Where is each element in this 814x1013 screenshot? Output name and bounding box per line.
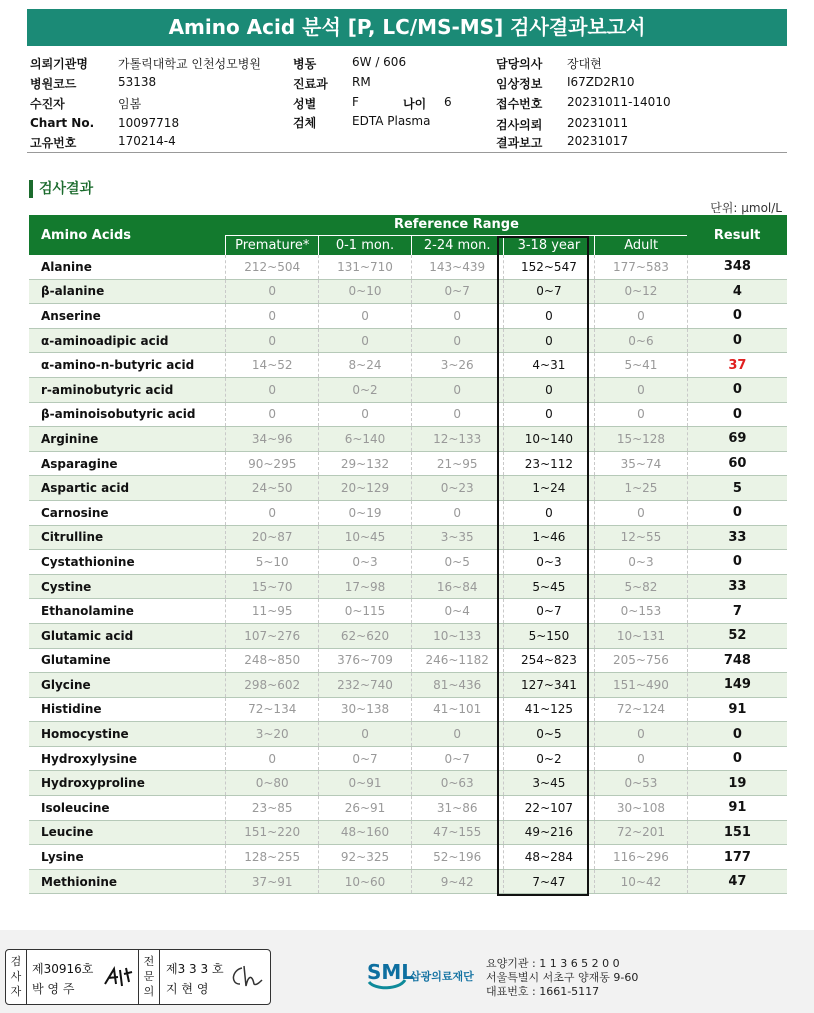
- info-label: 의뢰기관명: [30, 57, 88, 71]
- reference-value: 48~284: [503, 845, 594, 870]
- reference-value: 0~80: [226, 771, 319, 796]
- reference-value: 23~112: [503, 451, 594, 476]
- reference-value: 0: [319, 328, 411, 353]
- signature-1-icon: [102, 964, 136, 990]
- reference-value: 0~91: [319, 771, 411, 796]
- reference-value: 7~47: [503, 869, 594, 894]
- reference-value: 3~26: [411, 353, 503, 378]
- reference-value: 49~216: [503, 820, 594, 845]
- table-row: [29, 746, 787, 771]
- reference-value: 107~276: [226, 623, 319, 648]
- table-row: [29, 648, 787, 673]
- reference-value: 0~4: [411, 599, 503, 624]
- reference-value: 0: [503, 377, 594, 402]
- reference-value: 143~439: [411, 255, 503, 279]
- result-value: 5: [687, 476, 787, 501]
- table-row: [29, 255, 787, 279]
- reference-value: 0~7: [503, 279, 594, 304]
- reference-value: 37~91: [226, 869, 319, 894]
- reference-value: 0: [503, 402, 594, 427]
- amino-acid-name: Glutamine: [29, 648, 226, 673]
- table-row: [29, 771, 787, 796]
- reference-value: 12~133: [411, 427, 503, 452]
- reference-value: 212~504: [226, 255, 319, 279]
- result-value: 0: [687, 746, 787, 771]
- table-row: [29, 550, 787, 575]
- divider: [27, 152, 787, 153]
- reference-value: 0: [595, 402, 688, 427]
- result-value: 33: [687, 525, 787, 550]
- reference-value: 5~45: [503, 574, 594, 599]
- reference-value: 41~101: [411, 697, 503, 722]
- reference-value: 5~82: [595, 574, 688, 599]
- reference-value: 0~3: [503, 550, 594, 575]
- reference-value: 23~85: [226, 796, 319, 821]
- report-title: Amino Acid 분석 [P, LC/MS-MS] 검사결과보고서: [27, 9, 787, 46]
- lab-address: [486, 957, 638, 999]
- addr-line-2: 서울특별시 서초구 양재동 9-60: [486, 971, 639, 984]
- result-value: 348: [687, 255, 787, 279]
- age-label: 나이: [403, 97, 427, 111]
- reference-value: 0~7: [319, 746, 411, 771]
- result-value: 0: [687, 304, 787, 329]
- reference-value: 35~74: [595, 451, 688, 476]
- table-row: [29, 845, 787, 870]
- reference-value: 0~5: [411, 550, 503, 575]
- table-row: [29, 353, 787, 378]
- reference-value: 5~150: [503, 623, 594, 648]
- info-value: 6W / 606: [352, 55, 407, 69]
- result-value: 0: [687, 550, 787, 575]
- result-value: 52: [687, 623, 787, 648]
- reference-value: 0~3: [319, 550, 411, 575]
- result-value: 0: [687, 402, 787, 427]
- reference-value: 131~710: [319, 255, 411, 279]
- reference-value: 0~3: [595, 550, 688, 575]
- result-value: 748: [687, 648, 787, 673]
- logo-org: 삼광의료재단: [410, 970, 474, 983]
- table-row: [29, 328, 787, 353]
- reference-value: 52~196: [411, 845, 503, 870]
- result-value: 0: [687, 722, 787, 747]
- info-label: 수진자: [30, 97, 65, 111]
- reference-value: 151~220: [226, 820, 319, 845]
- reference-value: 0~7: [503, 599, 594, 624]
- reference-value: 151~490: [595, 673, 688, 698]
- table-row: [29, 525, 787, 550]
- reference-value: 0~53: [595, 771, 688, 796]
- reference-value: 0: [226, 500, 319, 525]
- info-value: 170214-4: [118, 134, 176, 148]
- reference-value: 152~547: [503, 255, 594, 279]
- reference-value: 0: [411, 402, 503, 427]
- reference-value: 3~35: [411, 525, 503, 550]
- reference-value: 248~850: [226, 648, 319, 673]
- reference-value: 0: [503, 328, 594, 353]
- table-row: [29, 304, 787, 329]
- reference-value: 0: [411, 500, 503, 525]
- info-label: 성별: [293, 97, 317, 111]
- reference-value: 177~583: [595, 255, 688, 279]
- info-label: 고유번호: [30, 136, 77, 150]
- info-value: 임봄: [118, 97, 142, 111]
- table-row: [29, 476, 787, 501]
- info-label: 임상정보: [496, 77, 543, 91]
- info-label: 진료과: [293, 77, 328, 91]
- reference-value: 92~325: [319, 845, 411, 870]
- result-value: 47: [687, 869, 787, 894]
- result-value: 19: [687, 771, 787, 796]
- table-row: [29, 697, 787, 722]
- reference-value: 16~84: [411, 574, 503, 599]
- reference-value: 0: [226, 377, 319, 402]
- amino-acid-name: Asparagine: [29, 451, 226, 476]
- reference-value: 20~87: [226, 525, 319, 550]
- reference-value: 0: [411, 304, 503, 329]
- result-value: 0: [687, 328, 787, 353]
- reference-value: 0: [226, 402, 319, 427]
- info-value: EDTA Plasma: [352, 114, 431, 128]
- amino-acid-name: Hydroxyproline: [29, 771, 226, 796]
- result-value: 91: [687, 796, 787, 821]
- info-value: 가톨릭대학교 인천성모병원: [118, 57, 261, 71]
- reference-value: 41~125: [503, 697, 594, 722]
- info-label: 검체: [293, 116, 317, 130]
- reference-value: 1~46: [503, 525, 594, 550]
- reference-value: 47~155: [411, 820, 503, 845]
- reference-value: 22~107: [503, 796, 594, 821]
- reference-value: 90~295: [226, 451, 319, 476]
- reference-value: 1~24: [503, 476, 594, 501]
- reference-value: 26~91: [319, 796, 411, 821]
- reference-value: 254~823: [503, 648, 594, 673]
- reference-value: 0: [595, 722, 688, 747]
- reference-value: 0: [226, 279, 319, 304]
- reference-value: 10~140: [503, 427, 594, 452]
- amino-acid-name: r-aminobutyric acid: [29, 377, 226, 402]
- reference-value: 10~45: [319, 525, 411, 550]
- reference-value: 0~153: [595, 599, 688, 624]
- reference-value: 0~6: [595, 328, 688, 353]
- reference-value: 0: [411, 722, 503, 747]
- result-value: 0: [687, 500, 787, 525]
- info-value: F: [352, 95, 359, 109]
- result-value: 151: [687, 820, 787, 845]
- amino-acid-table: [29, 215, 787, 894]
- logo-text: SML: [367, 960, 415, 984]
- table-row: [29, 427, 787, 452]
- reference-value: 3~45: [503, 771, 594, 796]
- result-value: 91: [687, 697, 787, 722]
- reference-value: 0: [226, 746, 319, 771]
- reference-value: 6~140: [319, 427, 411, 452]
- reference-value: 232~740: [319, 673, 411, 698]
- header-result: Result: [687, 215, 787, 255]
- reference-value: 0: [595, 500, 688, 525]
- reference-value: 48~160: [319, 820, 411, 845]
- reference-value: 5~10: [226, 550, 319, 575]
- amino-acid-name: Anserine: [29, 304, 226, 329]
- reference-value: 10~42: [595, 869, 688, 894]
- info-label: Chart No.: [30, 116, 95, 130]
- info-value: 장대현: [567, 57, 602, 71]
- reference-value: 10~133: [411, 623, 503, 648]
- reference-value: 21~95: [411, 451, 503, 476]
- sig1-label: 검사자: [10, 955, 22, 998]
- reference-value: 0~2: [319, 377, 411, 402]
- subheader-1: 0-1 mon.: [319, 235, 411, 255]
- info-label: 결과보고: [496, 136, 543, 150]
- reference-value: 0: [319, 402, 411, 427]
- reference-value: 72~134: [226, 697, 319, 722]
- reference-value: 0: [595, 377, 688, 402]
- sig2-label: 전문의: [143, 955, 155, 998]
- amino-acid-name: β-aminoisobutyric acid: [29, 402, 226, 427]
- subheader-0: Premature*: [226, 235, 319, 255]
- section-title: 검사결과: [29, 180, 93, 198]
- sig2-number: 제3 3 3 호: [166, 962, 224, 976]
- reference-value: 0~7: [411, 746, 503, 771]
- info-label: 접수번호: [496, 97, 543, 111]
- reference-value: 81~436: [411, 673, 503, 698]
- reference-value: 246~1182: [411, 648, 503, 673]
- table-row: [29, 673, 787, 698]
- amino-acid-name: Ethanolamine: [29, 599, 226, 624]
- table-row: [29, 451, 787, 476]
- result-value: 69: [687, 427, 787, 452]
- reference-value: 12~55: [595, 525, 688, 550]
- addr-line-1: 요양기관 : 1 1 3 6 5 2 0 0: [486, 957, 620, 970]
- reference-value: 205~756: [595, 648, 688, 673]
- reference-value: 0: [319, 304, 411, 329]
- result-value: 149: [687, 673, 787, 698]
- subheader-3: 3-18 year: [503, 235, 594, 255]
- reference-value: 14~52: [226, 353, 319, 378]
- header-amino-acids: Amino Acids: [29, 215, 226, 255]
- reference-value: 62~620: [319, 623, 411, 648]
- result-value: 60: [687, 451, 787, 476]
- table-row: [29, 820, 787, 845]
- reference-value: 0~115: [319, 599, 411, 624]
- reference-value: 31~86: [411, 796, 503, 821]
- info-value: 20231017: [567, 134, 629, 148]
- reference-value: 0: [595, 304, 688, 329]
- header-reference-range: Reference Range: [226, 215, 688, 235]
- reference-value: 0: [226, 304, 319, 329]
- info-value: 20231011: [567, 116, 629, 130]
- table-row: [29, 869, 787, 894]
- reference-value: 0~10: [319, 279, 411, 304]
- sig1-number: 제30916호: [32, 962, 94, 976]
- amino-acid-name: Cystine: [29, 574, 226, 599]
- reference-value: 0~2: [503, 746, 594, 771]
- reference-value: 24~50: [226, 476, 319, 501]
- amino-acid-name: Carnosine: [29, 500, 226, 525]
- reference-value: 116~296: [595, 845, 688, 870]
- reference-value: 72~201: [595, 820, 688, 845]
- subheader-4: Adult: [595, 235, 688, 255]
- amino-acid-name: Histidine: [29, 697, 226, 722]
- reference-value: 11~95: [226, 599, 319, 624]
- reference-value: 0~5: [503, 722, 594, 747]
- table-row: [29, 500, 787, 525]
- reference-value: 0: [595, 746, 688, 771]
- table-row: [29, 722, 787, 747]
- unit-label: 단위: μmol/L: [710, 201, 782, 215]
- amino-acid-name: β-alanine: [29, 279, 226, 304]
- result-value: 4: [687, 279, 787, 304]
- sig2-name: 지 현 영: [166, 982, 209, 996]
- amino-acid-name: α-aminoadipic acid: [29, 328, 226, 353]
- amino-acid-name: Alanine: [29, 255, 226, 279]
- reference-value: 9~42: [411, 869, 503, 894]
- reference-value: 128~255: [226, 845, 319, 870]
- addr-line-3: 대표번호 : 1661-5117: [486, 985, 600, 998]
- reference-value: 15~128: [595, 427, 688, 452]
- reference-value: 5~41: [595, 353, 688, 378]
- amino-acid-name: α-amino-n-butyric acid: [29, 353, 226, 378]
- amino-acid-name: Arginine: [29, 427, 226, 452]
- table-row: [29, 599, 787, 624]
- reference-value: 1~25: [595, 476, 688, 501]
- sig1-name: 박 영 주: [32, 982, 75, 996]
- reference-value: 0~23: [411, 476, 503, 501]
- reference-value: 72~124: [595, 697, 688, 722]
- amino-acid-name: Homocystine: [29, 722, 226, 747]
- reference-value: 0~7: [411, 279, 503, 304]
- reference-value: 127~341: [503, 673, 594, 698]
- reference-value: 20~129: [319, 476, 411, 501]
- info-value: RM: [352, 75, 371, 89]
- table-row: [29, 279, 787, 304]
- result-value: 0: [687, 377, 787, 402]
- reference-value: 30~138: [319, 697, 411, 722]
- info-value: 10097718: [118, 116, 180, 130]
- result-value: 37: [687, 353, 787, 378]
- reference-value: 0: [411, 328, 503, 353]
- reference-value: 10~60: [319, 869, 411, 894]
- amino-acid-name: Aspartic acid: [29, 476, 226, 501]
- table-row: [29, 377, 787, 402]
- result-value: 33: [687, 574, 787, 599]
- amino-acid-name: Lysine: [29, 845, 226, 870]
- reference-value: 0~19: [319, 500, 411, 525]
- reference-value: 10~131: [595, 623, 688, 648]
- amino-acid-name: Cystathionine: [29, 550, 226, 575]
- reference-value: 0: [319, 722, 411, 747]
- amino-acid-name: Glutamic acid: [29, 623, 226, 648]
- reference-value: 0~63: [411, 771, 503, 796]
- info-value: 53138: [118, 75, 157, 89]
- reference-value: 34~96: [226, 427, 319, 452]
- info-label: 검사의뢰: [496, 118, 543, 132]
- reference-value: 0: [503, 304, 594, 329]
- result-value: 7: [687, 599, 787, 624]
- amino-acid-name: Isoleucine: [29, 796, 226, 821]
- age-value: 6: [444, 95, 452, 109]
- table-row: [29, 623, 787, 648]
- signature-box: [5, 949, 271, 1005]
- info-value: 20231011-14010: [567, 95, 671, 109]
- amino-acid-name: Citrulline: [29, 525, 226, 550]
- info-label: 병동: [293, 57, 317, 71]
- table-row: [29, 574, 787, 599]
- reference-value: 4~31: [503, 353, 594, 378]
- info-value: I67ZD2R10: [567, 75, 635, 89]
- subheader-2: 2-24 mon.: [411, 235, 503, 255]
- info-label: 담당의사: [496, 57, 543, 71]
- reference-value: 8~24: [319, 353, 411, 378]
- amino-acid-name: Leucine: [29, 820, 226, 845]
- reference-value: 0~12: [595, 279, 688, 304]
- reference-value: 15~70: [226, 574, 319, 599]
- result-value: 177: [687, 845, 787, 870]
- amino-acid-name: Hydroxylysine: [29, 746, 226, 771]
- amino-acid-name: Glycine: [29, 673, 226, 698]
- reference-value: 17~98: [319, 574, 411, 599]
- reference-value: 29~132: [319, 451, 411, 476]
- amino-acid-name: Methionine: [29, 869, 226, 894]
- reference-value: 298~602: [226, 673, 319, 698]
- reference-value: 0: [503, 500, 594, 525]
- reference-value: 3~20: [226, 722, 319, 747]
- signature-2-icon: [228, 962, 264, 990]
- table-row: [29, 402, 787, 427]
- reference-value: 376~709: [319, 648, 411, 673]
- reference-value: 30~108: [595, 796, 688, 821]
- reference-value: 0: [226, 328, 319, 353]
- table-row: [29, 796, 787, 821]
- info-label: 병원코드: [30, 77, 77, 91]
- reference-value: 0: [411, 377, 503, 402]
